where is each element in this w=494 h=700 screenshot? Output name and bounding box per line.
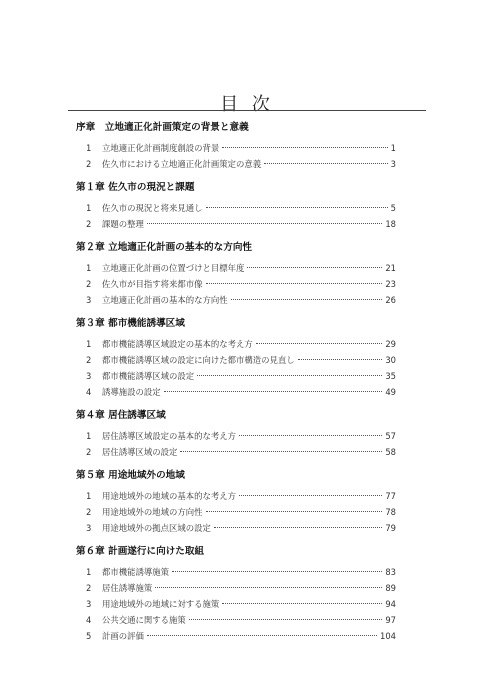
entry-number: 2	[86, 219, 92, 229]
chapter-heading[interactable]: 第１章 佐久市の現況と課題	[76, 182, 195, 193]
dot-leader	[164, 391, 383, 392]
toc-entry[interactable]	[76, 580, 396, 596]
dot-leader	[180, 451, 382, 452]
entry-number: 2	[86, 507, 92, 517]
toc-entry[interactable]	[76, 428, 396, 444]
toc-entry[interactable]	[76, 352, 396, 368]
dot-leader	[256, 343, 383, 344]
entry-page-number: 77	[385, 491, 396, 501]
entry-page-number: 35	[385, 371, 396, 381]
entry-number: 2	[86, 279, 92, 289]
entry-label: 都市機能誘導施策	[102, 567, 169, 577]
entry-page-number: 57	[385, 431, 396, 441]
entry-label: 居住誘導施策	[102, 583, 153, 593]
entry-page-number: 94	[385, 599, 396, 609]
entry-page-number: 18	[385, 219, 396, 229]
toc-entry[interactable]	[76, 140, 396, 156]
entry-label: 佐久市が目指す将来都市像	[102, 279, 203, 289]
toc-entry[interactable]	[76, 368, 396, 384]
table-of-contents	[76, 121, 396, 653]
toc-chapter	[76, 317, 396, 400]
toc-entry[interactable]	[76, 200, 396, 216]
entry-page-number: 89	[385, 583, 396, 593]
dot-leader	[206, 283, 383, 284]
entry-label: 立地適正化計画の位置づけと目標年度	[102, 263, 245, 273]
entry-label: 居住誘導区域設定の基本的な考え方	[102, 431, 236, 441]
dot-leader	[147, 635, 377, 636]
entry-label: 立地適正化計画の基本的な方向性	[102, 295, 228, 305]
entry-label: 佐久市の現況と将来見通し	[102, 203, 203, 213]
entry-number: 3	[86, 295, 92, 305]
entry-number: 2	[86, 159, 92, 169]
title-divider	[68, 110, 426, 111]
entry-number: 3	[86, 523, 92, 533]
dot-leader	[264, 163, 388, 164]
entry-page-number: 78	[385, 507, 396, 517]
toc-chapter	[76, 241, 396, 308]
chapter-heading[interactable]: 第３章 都市機能誘導区域	[76, 318, 185, 329]
entry-number: 1	[86, 491, 92, 501]
entry-label: 立地適正化計画制度創設の背景	[102, 143, 220, 153]
toc-entry[interactable]	[76, 564, 396, 580]
dot-leader	[155, 587, 382, 588]
entry-page-number: 3	[390, 159, 396, 169]
entry-page-number: 49	[385, 387, 396, 397]
dot-leader	[206, 207, 388, 208]
dot-leader	[189, 619, 383, 620]
dot-leader	[172, 571, 382, 572]
toc-entry[interactable]	[76, 488, 396, 504]
entry-page-number: 30	[385, 355, 396, 365]
page-title: 目 次	[220, 94, 274, 115]
entry-page-number: 26	[385, 295, 396, 305]
entry-label: 用途地域外の地域の基本的な考え方	[102, 491, 236, 501]
toc-chapter	[76, 545, 396, 644]
entry-number: 1	[86, 143, 92, 153]
entry-number: 5	[86, 631, 92, 641]
entry-page-number: 5	[390, 203, 396, 213]
toc-entry[interactable]	[76, 156, 396, 172]
entry-page-number: 83	[385, 567, 396, 577]
toc-entry[interactable]	[76, 612, 396, 628]
dot-leader	[239, 435, 382, 436]
entry-label: 課題の整理	[102, 219, 144, 229]
toc-entry[interactable]	[76, 292, 396, 308]
toc-entry[interactable]	[76, 216, 396, 232]
toc-entry[interactable]	[76, 336, 396, 352]
dot-leader	[222, 147, 387, 148]
dot-leader	[214, 527, 382, 528]
entry-label: 用途地域外の拠点区域の設定	[102, 523, 211, 533]
entry-number: 1	[86, 263, 92, 273]
entry-number: 1	[86, 431, 92, 441]
entry-page-number: 104	[380, 631, 396, 641]
entry-number: 4	[86, 387, 92, 397]
entry-label: 計画の評価	[102, 631, 144, 641]
toc-entry[interactable]	[76, 260, 396, 276]
entry-number: 3	[86, 599, 92, 609]
entry-page-number: 79	[385, 523, 396, 533]
dot-leader	[247, 267, 382, 268]
toc-entry[interactable]	[76, 276, 396, 292]
entry-page-number: 97	[385, 615, 396, 625]
toc-chapter	[76, 469, 396, 536]
entry-label: 佐久市における立地適正化計画策定の意義	[102, 159, 262, 169]
entry-label: 居住誘導区域の設定	[102, 447, 178, 457]
entry-number: 2	[86, 447, 92, 457]
dot-leader	[197, 375, 382, 376]
dot-leader	[298, 359, 383, 360]
entry-page-number: 58	[385, 447, 396, 457]
entry-label: 都市機能誘導区域の設定	[102, 371, 195, 381]
entry-number: 1	[86, 339, 92, 349]
chapter-heading[interactable]: 第６章 計画遂行に向けた取組	[76, 546, 205, 557]
entry-label: 誘導施設の設定	[102, 387, 161, 397]
chapter-heading[interactable]: 第５章 用途地域外の地域	[76, 470, 185, 481]
entry-number: 4	[86, 615, 92, 625]
entry-number: 2	[86, 355, 92, 365]
dot-leader	[206, 511, 383, 512]
entry-page-number: 1	[390, 143, 396, 153]
dot-leader	[147, 223, 382, 224]
toc-entry[interactable]	[76, 596, 396, 612]
chapter-heading[interactable]: 第４章 居住誘導区域	[76, 410, 166, 421]
toc-entry[interactable]	[76, 520, 396, 536]
entry-label: 公共交通に関する施策	[102, 615, 186, 625]
toc-entry[interactable]	[76, 504, 396, 520]
entry-label: 都市機能誘導区域の設定に向けた都市構造の見直し	[102, 355, 295, 365]
entry-label: 用途地域外の地域に対する施策	[102, 599, 220, 609]
entry-number: 3	[86, 371, 92, 381]
entry-number: 1	[86, 567, 92, 577]
toc-entry[interactable]	[76, 444, 396, 460]
toc-entry[interactable]	[76, 628, 396, 644]
chapter-heading[interactable]: 第２章 立地適正化計画の基本的な方向性	[76, 242, 253, 253]
dot-leader	[239, 495, 382, 496]
toc-chapter	[76, 121, 396, 172]
entry-number: 2	[86, 583, 92, 593]
entry-number: 1	[86, 203, 92, 213]
chapter-heading[interactable]: 序章 立地適正化計画策定の背景と意義	[76, 122, 249, 133]
entry-label: 用途地域外の地域の方向性	[102, 507, 203, 517]
toc-chapter	[76, 181, 396, 232]
entry-page-number: 21	[385, 263, 396, 273]
entry-page-number: 23	[385, 279, 396, 289]
entry-page-number: 29	[385, 339, 396, 349]
dot-leader	[231, 299, 383, 300]
entry-label: 都市機能誘導区域設定の基本的な考え方	[102, 339, 253, 349]
toc-entry[interactable]	[76, 384, 396, 400]
toc-chapter	[76, 409, 396, 460]
dot-leader	[222, 603, 382, 604]
